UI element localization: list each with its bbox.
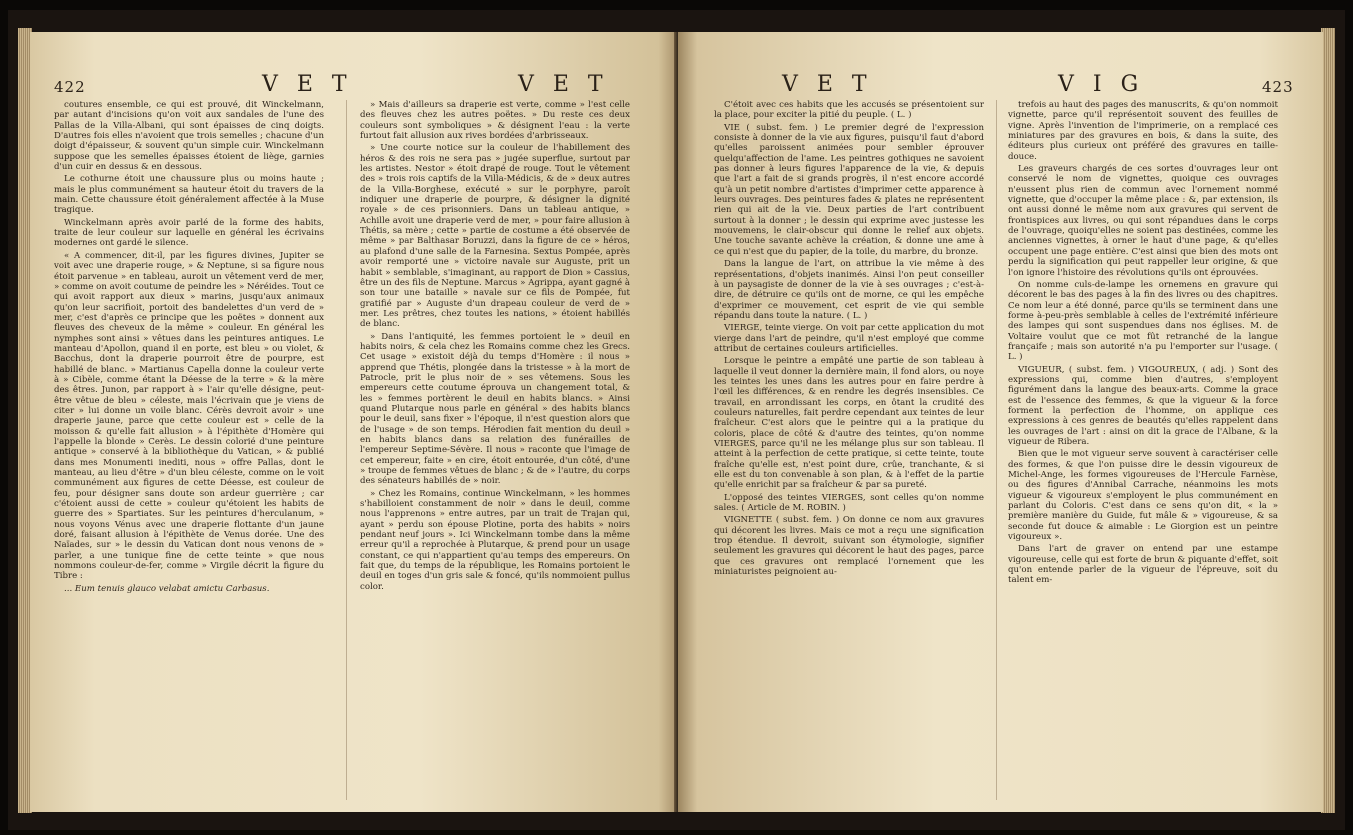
paragraph: L'opposé des teintes VIERGES, sont celles qu'on nomme sales. ( Article de M. ROBIN. )	[714, 492, 984, 514]
left-column-2	[360, 100, 630, 800]
right-running-head-2: V I G	[1058, 72, 1145, 97]
paragraph: » Mais d'ailleurs sa draperie est verte, comme » l'est celle des fleuves chez les autres poëtes. » Du reste ces deux couleurs sont symboliques » & désignent l'eau : la verte furtout fait allusion aux rives bordées d'arbrisseaux.	[360, 100, 630, 142]
column-divider	[346, 100, 347, 800]
paragraph: Lorsque le peintre a empâté une partie de son tableau à laquelle il veut donner la dernière main, il fond alors, ou noye les teintes les unes dans les autres pour en faire perdre à l'œil les différences, & en rendre les degrés insensibles. Ce travail, en arrondissant les corps, en ôtant la crudité des couleurs naturelles, fait perdre cependant aux teintes de leur fraîcheur. C'est alors que le peintre qui a la pratique du coloris, place de côté & d'autre des teintes, qu'on nomme VIERGES, parce qu'il ne les mélange plus sur son tableau. Il atteint à la perfection de cette pratique, si cette teinte, toute fraîche qu'elle est, n'est point dure, crûe, tranchante, & si elle est du ton convenable à son plan, & à l'effet de la partie qu'elle enrichit par sa fraîcheur & par sa pureté.	[714, 356, 984, 491]
paragraph: trefois au haut des pages des manuscrits, & qu'on nommoit vignette, parce qu'il représentoit souvent des feuilles de vigne. Après l'invention de l'imprimerie, on a remplacé ces miniatures par des gravures en bois, & dans la suite, des éditeurs plus curieux ont préféré des gravures en taille-douce.	[1008, 100, 1278, 162]
right-running-head-1: V E T	[782, 72, 873, 97]
paragraph: Les graveurs chargés de ces sortes d'ouvrages leur ont conservé le nom de vignettes, quoique ces ouvrages n'eussent plus rien de commun avec l'ornement nommé vignette, que d'occuper la même place : &, par extension, ils ont aussi donné le même nom aux gravures qui servent de frontispices aux livres, ou qui sont répandues dans le corps de l'ouvrage, quoiqu'elles ne soient pas destinées, comme les anciennes vignettes, à orner le haut d'une page, & qu'elles occupent une page entière. C'est ainsi que bien des mots ont perdu la signification qui peut rappeller leur origine, & que l'on ignore l'histoire des révolutions qu'ils ont éprouvées.	[1008, 164, 1278, 278]
right-page	[678, 32, 1323, 812]
paragraph: Dans la langue de l'art, on attribue la vie même à des représentations, d'objets inanimés. Ainsi l'on peut conseiller à un paysagiste de donner de la vie à ses ouvrages ; c'est-à-dire, de détruire ce qu'ils ont de morne, ce qui les empêche d'exprimer ce mouvement, cet esprit de vie qui semble répandu dans toute la nature. ( L. )	[714, 259, 984, 321]
left-page	[30, 32, 678, 812]
paragraph: » Chez les Romains, continue Winckelmann, » les hommes s'habilloient constamment de noir » dans le deuil, comme nous l'apprenons » entre autres, par un trait de Trajan qui, ayant » perdu son épouse Plotine, porta des habits » noirs pendant neuf jours ». Ici Winckelmann tombe dans la même erreur qu'il a reprochée à Plutarque, & prend pour un usage constant, ce qui n'appartient qu'au temps des empereurs. On fait que, du temps de la république, les Romains portoient le deuil en toges d'un gris sale & foncé, qu'ils nommoient pullus color.	[360, 488, 630, 592]
page-edges-right	[1321, 28, 1335, 813]
paragraph: On nomme culs-de-lampe les ornemens en gravure qui décorent le bas des pages à la fin des livres ou des chapitres. Ce nom leur a été donné, parce qu'ils se terminent dans une forme à-peu-près semblable à celles de l'extrémité inférieure des lampes qui sont suspendues dans nos églises. M. de Voltaire voulut que ce mot fût retranché de la langue françaife ; mais son autorité n'a pu l'emporter sur l'usage. ( L. )	[1008, 279, 1278, 363]
paragraph: ... Eum tenuis glauco velabat amictu Carbasus.	[64, 583, 270, 594]
paragraph: VIGNETTE ( subst. fem. ) On donne ce nom aux gravures qui décorent les livres. Mais ce mot a reçu une signification trop étendue. Il devroit, suivant son étymologie, signifier seulement les gravures qui décorent le haut des pages, parce que ces gravures ont remplacé l'ornement que les miniaturistes peignoient au-	[714, 515, 984, 578]
right-page-number: 423	[1262, 78, 1294, 96]
left-column-1	[54, 100, 324, 800]
paragraph: » Une courte notice sur la couleur de l'habillement des héros & des rois ne sera pas » jugée superflue, surtout par les artistes. Nestor » étoit drapé de rouge. Tout le vêtement des » trois rois captifs de la Villa-Médicis, & de » deux autres de la Villa-Borghese, exécuté » sur le porphyre, paroît indiquer une draperie de pourpre, & désigner la dignité royale » de ces prisonniers. Dans un tableau antique, » Achille avoit une draperie verd de mer, » pour faire allusion à Thétis, sa mère ; cette » partie de costume a été observée de même » par Balthasar Boruzzi, dans la figure de ce » héros, au plafond d'une salle de la Farnesina. Sextus Pompée, après avoir remporté une » victoire navale sur Auguste, prit un habit » semblable, s'imaginant, au rapport de Dion » Cassius, être un des fils de Neptune. Marcus » Agrippa, ayant gagné à son tour une bataille » navale sur ce fils de Pompée, fut gratifié par » Auguste d'un drapeau couleur de verd de » mer. Les prêtres, chez toutes les nations, » étoient habillés de blanc.	[360, 143, 630, 330]
left-running-head-2: V E T	[518, 72, 609, 97]
book-spread	[8, 10, 1345, 830]
left-running-head-1: V E T	[262, 72, 353, 97]
paragraph: » Dans l'antiquité, les femmes portoient le » deuil en habits noirs, & cela chez les Romains comme chez les Grecs. Cet usage » existoit déjà du temps d'Homère : il nous » apprend que Thétis, plongée dans la tristesse » à la mort de Patrocle, prit le plus noir de » ses vêtemens. Sous les empereurs cette coutume éprouva un changement total, & les » femmes portèrent le deuil en habits blancs. » Ainsi quand Plutarque nous parle en général » des habits blancs pour le deuil, sans fixer » l'époque, il n'est question alors que de l'usage » de son temps. Hérodien fait mention du deuil » en habits blancs dans sa relation des funérailles de l'empereur Septime-Sévère. Il nous » raconte que l'image de cet empereur, faite » en cire, étoit entourée, d'un côté, d'une » troupe de femmes vêtues de blanc ; & de » l'autre, du corps des sénateurs habillés de » noir.	[360, 331, 630, 487]
paragraph: VIGUEUR, ( subst. fem. ) VIGOUREUX, ( adj. ) Sont des expressions qui, comme bien d'autres, s'employent figurément dans la langue des beaux-arts. Comme la grace est de l'essence des femmes, & que la vigueur & la force forment la perfection de l'homme, on applique ces expressions à ces genres de beautés qu'elles rappelent dans les ouvrages de l'art : ainsi on dit la grace de l'Albane, & la vigueur de Ribera.	[1008, 364, 1278, 447]
paragraph: Bien que le mot vigueur serve souvent à caractériser celle des formes, & que l'on puisse dire le dessin vigoureux de Michel-Ange, les formes vigoureuses de l'Hercule Farnèse, ou des figures d'Annibal Carrache, néanmoins les mots vigueur & vigoureux s'employent le plus communément en parlant du Coloris. C'est dans ce sens qu'on dit, « la » première manière du Guide, fut mâle & » vigoureuse, & sa seconde fut douce & aimable : Le Giorgion est un peintre vigoureux ».	[1008, 449, 1278, 543]
paragraph: VIERGE, teinte vierge. On voit par cette application du mot vierge dans l'art de peindre, qu'il n'est employé que comme attribut de certaines couleurs artificielles.	[714, 323, 984, 354]
right-column-2	[1008, 100, 1278, 800]
paragraph: C'étoit avec ces habits que les accusés se présentoient sur la place, pour exciter la pitié du peuple. ( L. )	[714, 100, 984, 121]
paragraph: « A commencer, dit-il, par les figures divines, Jupiter se voit avec une draperie rouge, » & Neptune, si sa figure nous étoit parvenue » en tableau, auroit un vêtement verd de mer, » comme on avoit coutume de peindre les » Néréides. Tout ce qui avoit rapport aux dieux » marins, jusqu'aux animaux qu'on leur sacrifioit, portoit des bandelettes d'un verd de » mer, c'est d'après ce principe que les poëtes » donnent aux fleuves des cheveux de la même » couleur. En général les nymphes sont ainsi » vêtues dans les peintures antiques. Le manteau d'Apollon, quand il en porte, est bleu » ou violet, & Bacchus, dont la draperie pourroit être de pourpre, est habillé de blanc. » Martianus Capella donne la couleur verte à » Cibèle, comme étant la Déesse de la terre » & la mère des êtres. Junon, par rapport à » l'air qu'elle désigne, peut-être vêtue de bleu » céleste, mais l'écrivain que je viens de citer » lui donne un voile blanc. Cérès devroit avoir » une draperie jaune, parce que cette couleur est » celle de la moisson & qu'elle fait allusion » à l'épithète d'Homère qui l'appelle la blonde » Cerès. Le dessin colorié d'une peinture antique » conservé à la bibliothèque du Vatican, » & publié dans mes Monumenti inediti, nous » offre Pallas, dont le manteau, au lieu d'être » d'un bleu céleste, comme on le voit communément aux figures de cette Déesse, est couleur de feu, pour désigner sans doute son ardeur guerrière ; car c'étoient aussi de cette » couleur qu'étoient les habits de guerre des » Spartiates. Sur les peintures d'herculanum, » nous voyons Vénus avec une draperie flottante d'un jaune doré, faisant allusion à l'épithète de Venus dorée. Une des Naïades, sur » le dessin du Vatican dont nous venons de » parler, a une tunique fine de cette teinte » que nous nommons couleur-de-fer, comme » Virgile décrit la figure du Tibre :	[54, 250, 324, 582]
paragraph: coutures ensemble, ce qui est prouvé, dit Winckelmann, par autant d'incisions qu'on voit aux sandales de l'une des Pallas de la Villa-Albani, qui sont épaisses de cinq doigts. D'autres fois elles n'avoient que trois semelles ; chacune d'un doigt d'épaisseur, & souvent qu'un simple cuir. Winckelmann suppose que les semelles épaisses étoient de liège, garnies d'un cuir en dessus & en dessous.	[54, 100, 324, 173]
paragraph: Winckelmann après avoir parlé de la forme des habits, traite de leur couleur sur laquelle en général les écrivains modernes ont gardé le silence.	[54, 217, 324, 249]
left-page-number: 422	[54, 78, 86, 96]
paragraph: Le cothurne étoit une chaussure plus ou moins haute ; mais le plus communément sa hauteur étoit du travers de la main. Cette chaussure étoit généralement affectée à la Muse tragique.	[54, 174, 324, 216]
paragraph: VIE ( subst. fem. ) Le premier degré de l'expression consiste à donner de la vie aux figures, puisqu'il faut d'abord qu'elles paroissent animées pour sembler éprouver quelqu'affection de l'ame. Les peintres gothiques ne savoient pas donner à leurs figures l'apparence de la vie, & depuis que l'art a fait de si grands progrès, il n'est encore accordé qu'à un petit nombre d'artistes d'imprimer cette apparence à leurs ouvrages. Des peintures fades & plates ne représentent rien qui ait de la vie. Deux parties de l'art contribuent surtout à la donner ; le dessin qui exprime avec justesse les mouvemens, le clair-obscur qui donne le relief aux objets. Une touche savante achève la création, & donne une ame à ce qui n'est que du papier, de la toile, du marbre, du bronze.	[714, 122, 984, 257]
right-column-1	[714, 100, 984, 800]
column-divider	[996, 100, 997, 800]
paragraph: Dans l'art de graver on entend par une estampe vigoureuse, celle qui est forte de brun & piquante d'effet, soit qu'on entende parler de la vigueur de l'épreuve, soit du talent em-	[1008, 544, 1278, 586]
